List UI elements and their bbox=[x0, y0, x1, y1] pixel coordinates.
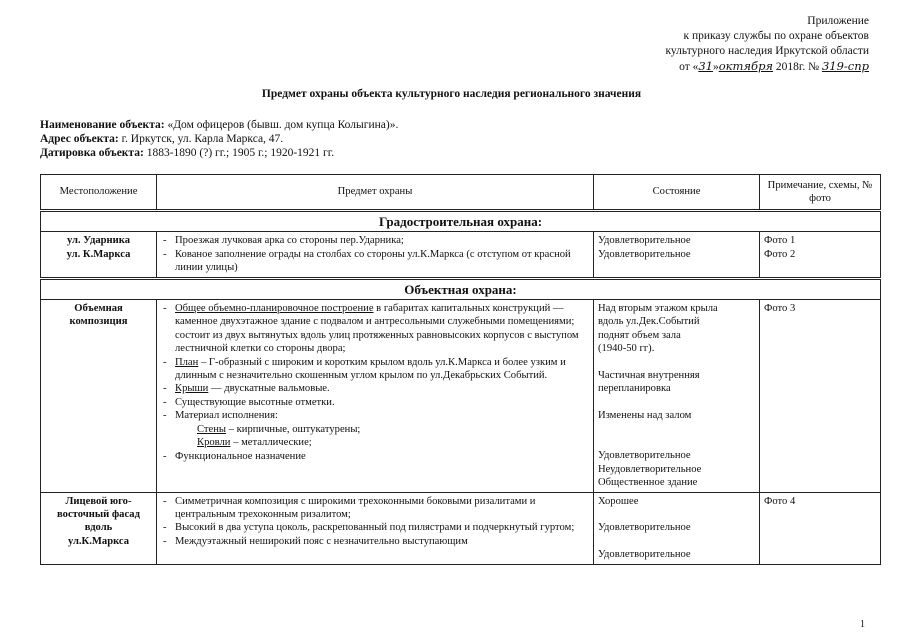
note-value: Фото 1 bbox=[764, 235, 796, 247]
state-value: Удовлетворительное bbox=[598, 522, 691, 534]
location-line: ул. Ударника bbox=[66, 235, 131, 247]
note-value: Фото 3 bbox=[764, 303, 796, 315]
note-value: Фото 4 bbox=[764, 495, 796, 507]
document-title: Предмет охраны объекта культурного наследия регионального значения bbox=[261, 88, 642, 100]
order-number: 319-спр bbox=[821, 59, 869, 73]
object-dating-value: 1883-1890 (?) гг.; 1905 г.; 1920-1921 гг. bbox=[143, 147, 335, 159]
object-address-label: Адрес объекта: bbox=[40, 133, 119, 145]
note-cell bbox=[760, 300, 881, 493]
state-value: Неудовлетворительное bbox=[598, 463, 702, 475]
list-item: - Междуэтажный неширокий пояс с незначительно выступающим bbox=[161, 535, 589, 548]
state-value: вдоль ул.Дек.Событий bbox=[598, 316, 700, 328]
section-object-protection: Объектная охрана: bbox=[41, 278, 881, 299]
location-line: ул.К.Маркса bbox=[67, 535, 130, 547]
protection-table bbox=[40, 174, 881, 565]
location-line: композиция bbox=[69, 316, 128, 328]
list-subitem bbox=[161, 436, 589, 449]
note-cell bbox=[760, 232, 881, 278]
list-item: - Проезжая лучковая арка со стороны пер.Ударника; bbox=[161, 234, 589, 247]
table-row bbox=[41, 232, 881, 278]
underlined-term: Крыши bbox=[175, 383, 209, 395]
underlined-term: Стены bbox=[197, 423, 227, 435]
object-address bbox=[40, 132, 398, 146]
state-cell bbox=[594, 300, 760, 493]
appendix-line-3: культурного наследия Иркутской области bbox=[665, 45, 869, 57]
state-spacer bbox=[598, 423, 755, 436]
header-note: Примечание, схемы, № фото bbox=[760, 175, 881, 211]
table-row bbox=[41, 300, 881, 493]
subject-cell bbox=[157, 300, 594, 493]
list-subitem bbox=[161, 423, 589, 436]
list-item: - Функциональное назначение bbox=[161, 450, 589, 463]
state-value: перепланировка bbox=[598, 383, 671, 395]
object-name-value: «Дом офицеров (бывш. дом купца Колыгина)». bbox=[164, 119, 399, 131]
item-text: в габаритах капитальных конструкций — каменное двухэтажное здание с подвалом и антресольными служебными помещениями; состоит из двух вытянутых вдоль улиц протяженных равновысоких корпусов с выступом лестничной клетки со стороны двора; bbox=[175, 303, 579, 355]
location-cell bbox=[41, 300, 157, 493]
state-value: (1940-50 гг). bbox=[598, 343, 655, 355]
location-line: Лицевой юго- bbox=[65, 495, 132, 507]
subject-cell bbox=[157, 492, 594, 564]
state-value: Удовлетворительное bbox=[598, 450, 691, 462]
state-value: Частичная внутренняя bbox=[598, 370, 700, 382]
state-spacer bbox=[598, 508, 755, 521]
list-item: - Существующие высотные отметки. bbox=[161, 396, 589, 409]
underlined-term: Общее объемно-планировочное построение bbox=[175, 303, 374, 315]
object-meta bbox=[40, 118, 398, 160]
item-text: – металлические; bbox=[230, 437, 312, 449]
state-spacer bbox=[598, 356, 755, 369]
location-cell bbox=[41, 232, 157, 278]
location-cell bbox=[41, 492, 157, 564]
state-value: Удовлетворительное bbox=[598, 235, 691, 247]
date-suffix: 2018г. № bbox=[773, 61, 822, 73]
object-dating-label: Датировка объекта: bbox=[40, 147, 144, 159]
state-value: Хорошее bbox=[598, 495, 639, 507]
underlined-term: План bbox=[175, 356, 199, 368]
header-state: Состояние bbox=[594, 175, 760, 211]
state-spacer bbox=[598, 436, 755, 449]
location-line: вдоль bbox=[84, 522, 113, 534]
state-cell bbox=[594, 492, 760, 564]
appendix-date-line bbox=[666, 59, 870, 75]
state-value: поднят объем зала bbox=[598, 329, 681, 341]
state-value: Общественное здание bbox=[598, 477, 698, 489]
list-item bbox=[161, 302, 589, 356]
section-row-object bbox=[41, 278, 881, 299]
state-spacer bbox=[598, 396, 755, 409]
appendix-line-2: к приказу службы по охране объектов bbox=[683, 30, 869, 42]
appendix-block bbox=[666, 14, 870, 75]
note-cell bbox=[760, 492, 881, 564]
date-prefix: от « bbox=[679, 61, 699, 73]
list-item: - Материал исполнения: bbox=[161, 409, 589, 422]
header-location: Местоположение bbox=[41, 175, 157, 211]
object-name-label: Наименование объекта: bbox=[40, 119, 165, 131]
list-item bbox=[161, 382, 589, 395]
object-dating bbox=[40, 146, 398, 160]
date-day: 31 bbox=[698, 59, 713, 73]
object-address-value: г. Иркутск, ул. Карла Маркса, 47. bbox=[118, 133, 284, 145]
list-item bbox=[161, 356, 589, 383]
state-value: Над вторым этажом крыла bbox=[598, 303, 718, 315]
object-name bbox=[40, 118, 398, 132]
location-line: восточный фасад bbox=[57, 509, 140, 521]
table-row bbox=[41, 492, 881, 564]
note-value: Фото 2 bbox=[764, 248, 796, 260]
location-line: Объемная bbox=[74, 303, 123, 315]
item-text: — двускатные вальмовые. bbox=[208, 383, 330, 395]
item-text: – Г-образный с широким и коротким крылом вдоль ул.К.Маркса и более узким и длинным с незначительно скошенным углом крылом по ул.Декабрьских Событий. bbox=[175, 356, 566, 382]
list-item: - Высокий в два уступа цоколь, раскрепованный под пилястрами и подчеркнутый гуртом; bbox=[161, 521, 589, 534]
item-text: – кирпичные, оштукатурены; bbox=[226, 423, 361, 435]
section-row-urban bbox=[41, 211, 881, 232]
header-subject: Предмет охраны bbox=[157, 175, 594, 211]
state-value: Изменены над залом bbox=[598, 410, 692, 422]
date-mid: » bbox=[712, 61, 719, 73]
state-cell bbox=[594, 232, 760, 278]
list-item: - Кованое заполнение ограды на столбах со стороны ул.К.Маркса (с отступом от красной линии улицы) bbox=[161, 248, 589, 275]
location-line: ул. К.Маркса bbox=[66, 248, 131, 260]
state-value: Удовлетворительное bbox=[598, 549, 691, 561]
table-header-row bbox=[41, 175, 881, 211]
state-spacer bbox=[598, 535, 755, 548]
list-item: - Симметричная композиция с широкими трехоконными боковыми ризалитами и центральным трехоконным ризалитом; bbox=[161, 495, 589, 522]
underlined-term: Кровли bbox=[197, 437, 231, 449]
date-month: октября bbox=[718, 59, 774, 73]
page-number: 1 bbox=[860, 619, 865, 630]
state-value: Удовлетворительное bbox=[598, 248, 691, 260]
section-urban-protection: Градостроительная охрана: bbox=[41, 211, 881, 232]
subject-cell bbox=[157, 232, 594, 278]
appendix-line-1: Приложение bbox=[807, 15, 869, 27]
